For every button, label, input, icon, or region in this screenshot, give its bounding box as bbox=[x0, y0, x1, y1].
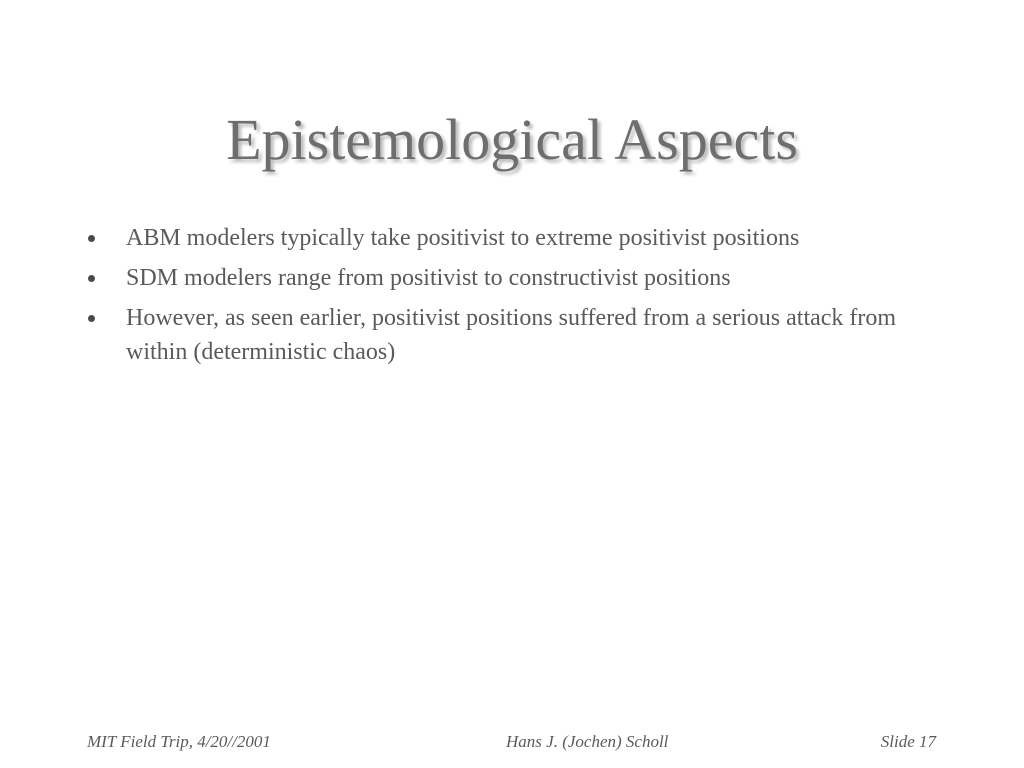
slide-number: Slide 17 bbox=[880, 732, 936, 751]
bullet-text: SDM modelers range from positivist to constructivist positions bbox=[126, 265, 731, 291]
bullet-item bbox=[86, 301, 956, 369]
footer-left-text: MIT Field Trip, 4/20//2001 bbox=[87, 732, 271, 751]
footer-author: Hans J. (Jochen) Scholl bbox=[506, 732, 669, 751]
bullet-dot-icon bbox=[88, 275, 95, 282]
bullet-list bbox=[86, 221, 956, 375]
bullet-dot-icon bbox=[88, 235, 95, 242]
bullet-text: ABM modelers typically take positivist to extreme positivist positions bbox=[126, 225, 800, 251]
bullet-dot-icon bbox=[88, 315, 95, 322]
slide-title: Epistemological Aspects bbox=[226, 107, 798, 172]
bullet-item bbox=[86, 261, 956, 295]
bullet-text: However, as seen earlier, positivist positions suffered from a serious attack from within (deterministic chaos) bbox=[126, 305, 897, 365]
bullet-item bbox=[86, 221, 956, 255]
